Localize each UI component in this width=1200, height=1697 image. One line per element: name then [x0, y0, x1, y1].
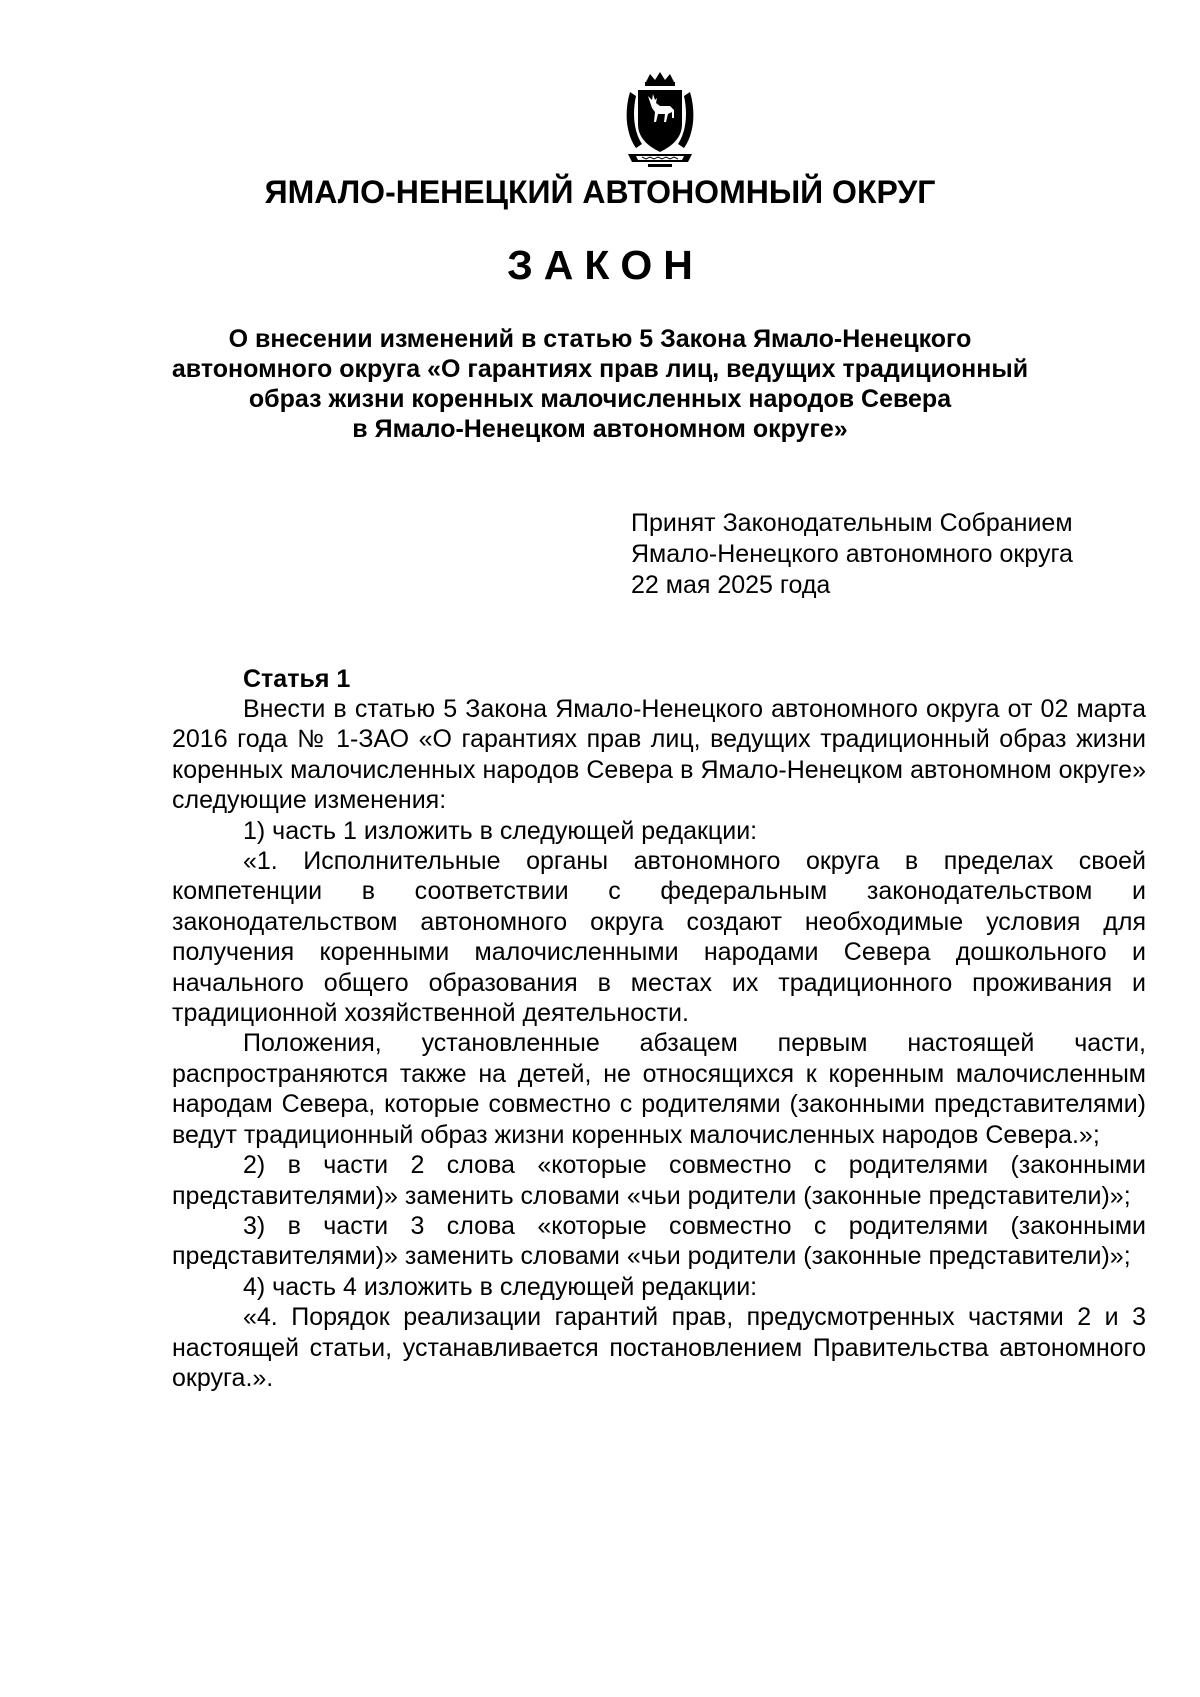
- law-title-line: автономного округа «О гарантиях прав лиц, ведущих традиционный: [171, 355, 1029, 383]
- article-paragraph: 2) в части 2 слова «которые совместно с родителями (законными представителями)» заменить словами «чьи родители (законные представители)»;: [172, 1151, 1146, 1210]
- document-type: ЗАКОН: [507, 242, 704, 288]
- article-paragraph: 4) часть 4 изложить в следующей редакции:: [243, 1272, 758, 1301]
- coat-of-arms-icon: [622, 72, 698, 170]
- adoption-note: [631, 508, 1073, 601]
- article-paragraph: 1) часть 1 изложить в следующей редакции:: [243, 816, 758, 845]
- law-title-line: в Ямало-Ненецком автономном округе»: [352, 415, 848, 443]
- article-heading: Статья 1: [243, 665, 351, 693]
- article-body: [172, 694, 1146, 1393]
- region-name: ЯМАЛО-НЕНЕЦКИЙ АВТОНОМНЫЙ ОКРУГ: [264, 174, 936, 210]
- article-paragraph: «4. Порядок реализации гарантий прав, предусмотренных частями 2 и 3 настоящей статьи, устанавливается постановлением Правительства автономного округа.».: [172, 1303, 1146, 1392]
- article-paragraph: 3) в части 3 слова «которые совместно с родителями (законными представителями)» заменить словами «чьи родители (законные представители)»;: [172, 1211, 1146, 1271]
- adoption-line: Ямало-Ненецкого автономного округа: [631, 540, 1073, 568]
- law-title-line: О внесении изменений в статью 5 Закона Ямало-Ненецкого: [228, 325, 972, 353]
- article-paragraph: «1. Исполнительные органы автономного округа в пределах своей компетенции в соответствии с федеральным законодательством и законодательством автономного округа создают необходимые условия для получения коренными малочисленными народами Севера дошкольного и начального общего образования в местах их традиционного проживания и традиционной хозяйственной деятельности.: [172, 847, 1146, 1028]
- adoption-line: Принят Законодательным Собранием: [631, 509, 1073, 537]
- article-paragraph: Положения, установленные абзацем первым настоящей части, распространяются также на детей, не относящихся к коренным малочисленным народам Севера, которые совместно с родителями (законными представителями) ведут традиционный образ жизни коренных малочисленных народов Севера.»;: [172, 1029, 1146, 1149]
- adoption-date: 22 мая 2025 года: [631, 571, 831, 599]
- article-paragraph: Внести в статью 5 Закона Ямало-Ненецкого автономного округа от 02 марта 2016 года № 1-ЗАО «О гарантиях прав лиц, ведущих традиционный образ жизни коренных малочисленных народов Севера в Ямало-Ненецком автономном округе» следующие изменения:: [172, 695, 1146, 815]
- law-title-line: образ жизни коренных малочисленных народов Севера: [248, 385, 952, 413]
- law-title: [150, 324, 1050, 444]
